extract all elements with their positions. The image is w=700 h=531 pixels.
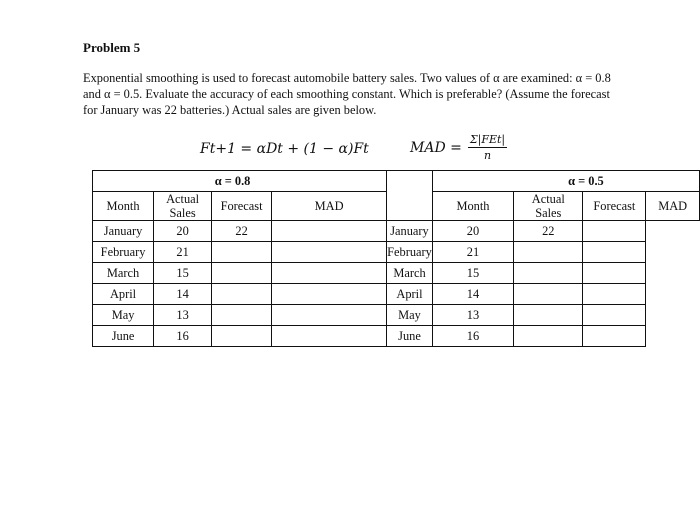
month-cell: June: [387, 326, 433, 347]
table-row: [93, 263, 700, 284]
header-mad: MAD: [272, 192, 387, 221]
forecast-cell: [212, 326, 272, 347]
actual-sales-cell: 13: [154, 305, 212, 326]
table-row: [93, 284, 700, 305]
table-row: [93, 221, 700, 242]
actual-sales-cell: 14: [154, 284, 212, 305]
month-cell: May: [93, 305, 154, 326]
table-row: [93, 305, 700, 326]
forecast-cell: [514, 242, 583, 263]
mad-cell: [583, 305, 646, 326]
problem-title: Problem 5: [83, 40, 141, 55]
mad-fraction: [468, 133, 507, 162]
table-row: [93, 242, 700, 263]
month-cell: February: [387, 242, 433, 263]
table-row: [93, 326, 700, 347]
mad-cell: [272, 326, 387, 347]
alpha-05-label: α = 0.5: [432, 171, 699, 192]
header-month: Month: [93, 192, 154, 221]
header-forecast: Forecast: [212, 192, 272, 221]
actual-sales-cell: 21: [154, 242, 212, 263]
alpha-08-label: α = 0.8: [93, 171, 387, 192]
mad-cell: [583, 242, 646, 263]
actual-sales-cell: 21: [432, 242, 513, 263]
month-cell: March: [93, 263, 154, 284]
mad-cell: [272, 242, 387, 263]
alpha-header-row: [93, 171, 700, 192]
forecast-cell: [514, 263, 583, 284]
mad-numerator: Σ|FEt|: [469, 133, 506, 146]
header-forecast: Forecast: [583, 192, 646, 221]
month-cell: February: [93, 242, 154, 263]
mad-cell: [272, 263, 387, 284]
header-actual-sales: Actual Sales: [154, 192, 212, 221]
forecast-cell: [514, 284, 583, 305]
actual-sales-cell: 15: [154, 263, 212, 284]
header-month: Month: [432, 192, 513, 221]
month-cell: May: [387, 305, 433, 326]
mad-cell: [583, 284, 646, 305]
mad-cell: [272, 305, 387, 326]
header-mad: MAD: [646, 192, 700, 221]
mad-cell: [583, 221, 646, 242]
actual-sales-cell: 16: [432, 326, 513, 347]
mad-cell: [583, 326, 646, 347]
actual-sales-cell: 15: [432, 263, 513, 284]
forecast-tables: [92, 170, 700, 347]
mad-cell: [272, 284, 387, 305]
forecast-cell: 22: [212, 221, 272, 242]
smoothing-formula: Ft+1 = αDt + (1 − α)Ft: [200, 141, 369, 157]
mad-formula: [410, 133, 507, 162]
actual-sales-cell: 13: [432, 305, 513, 326]
forecast-cell: [212, 263, 272, 284]
forecast-cell: [514, 305, 583, 326]
month-cell: January: [93, 221, 154, 242]
forecast-cell: [212, 284, 272, 305]
month-cell: April: [387, 284, 433, 305]
month-cell: January: [387, 221, 433, 242]
table-separator: [387, 171, 433, 221]
forecast-cell: [514, 326, 583, 347]
month-cell: June: [93, 326, 154, 347]
actual-sales-cell: 20: [154, 221, 212, 242]
forecast-cell: 22: [514, 221, 583, 242]
mad-cell: [272, 221, 387, 242]
actual-sales-cell: 16: [154, 326, 212, 347]
actual-sales-cell: 14: [432, 284, 513, 305]
month-cell: March: [387, 263, 433, 284]
problem-text: Exponential smoothing is used to forecast automobile battery sales. Two values of α are examined: α = 0.8 and α = 0.5. Evaluate the accuracy of each smoothing constant. Which is preferable? (Assume the forecast for January was 22 batteries.) Actual sales are given below.: [83, 71, 611, 117]
month-cell: April: [93, 284, 154, 305]
mad-denominator: n: [483, 149, 492, 162]
actual-sales-cell: 20: [432, 221, 513, 242]
header-actual-sales: Actual Sales: [514, 192, 583, 221]
forecast-cell: [212, 305, 272, 326]
mad-formula-left: MAD =: [410, 139, 462, 156]
forecast-cell: [212, 242, 272, 263]
mad-cell: [583, 263, 646, 284]
